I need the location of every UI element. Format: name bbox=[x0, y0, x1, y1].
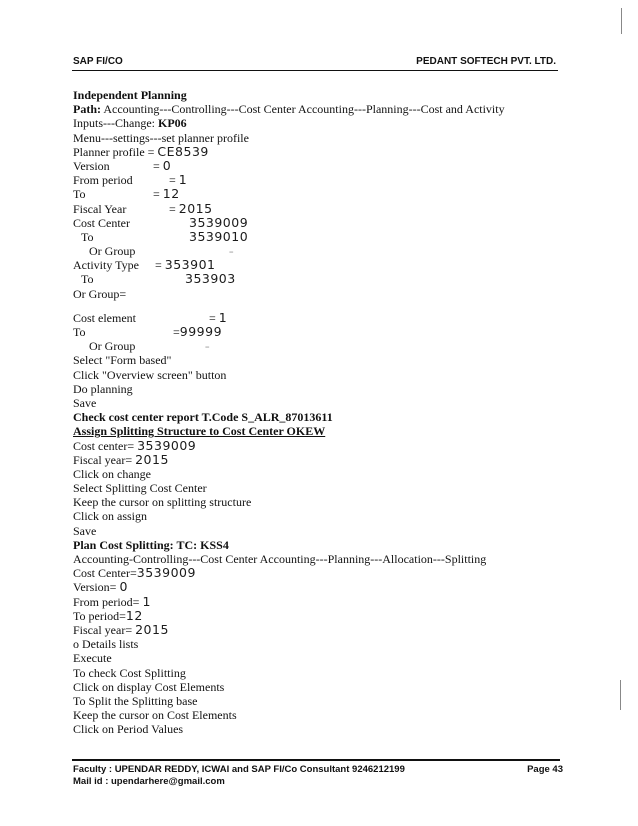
fiscal-year-value: 2015 bbox=[178, 200, 213, 216]
assign-fiscal-year-label: Fiscal year= bbox=[73, 452, 133, 467]
step-line: Select "Form based" bbox=[73, 353, 172, 368]
section-title-plan-cost-splitting: Plan Cost Splitting: TC: KSS4 bbox=[73, 537, 229, 552]
section-title-check-report: Check cost center report T.Code S_ALR_87013611 bbox=[73, 410, 333, 425]
assign-cost-center-line bbox=[73, 439, 563, 453]
step-line: Click on Period Values bbox=[73, 722, 184, 737]
activity-type-line: Activity Type = 353901 bbox=[73, 257, 216, 273]
step-line: Keep the cursor on Cost Elements bbox=[73, 708, 237, 723]
or-group-value: = bbox=[229, 248, 234, 258]
step-line: Save bbox=[73, 523, 97, 538]
cost-element-to-label: To bbox=[73, 325, 86, 339]
spacer bbox=[73, 301, 563, 311]
step-line: Click on change bbox=[73, 466, 151, 481]
step-line: Click "Overview screen" button bbox=[73, 367, 227, 382]
from-period-value: 1 bbox=[178, 172, 188, 188]
section-title-assign-splitting: Assign Splitting Structure to Cost Center OKEW bbox=[73, 424, 326, 439]
split-version-line bbox=[73, 580, 563, 594]
assign-fiscal-year-value: 2015 bbox=[135, 451, 169, 467]
split-fiscal-year-value: 2015 bbox=[135, 621, 169, 637]
cost-center-to-value: 3539010 bbox=[189, 228, 249, 244]
split-to-period-value: 12 bbox=[125, 607, 143, 623]
path-line bbox=[73, 102, 563, 116]
footer-divider bbox=[72, 759, 560, 761]
from-period-label: From period bbox=[73, 173, 133, 188]
version-label: Version bbox=[73, 158, 110, 173]
step-line: To Split the Splitting base bbox=[73, 693, 198, 708]
inputs-line bbox=[73, 116, 563, 130]
split-version-label: Version= bbox=[73, 580, 117, 595]
activity-type-label: Activity Type bbox=[73, 258, 139, 273]
cost-element-or-group-line bbox=[73, 339, 563, 353]
menu-line: Menu---settings---set planner profile bbox=[73, 130, 249, 145]
activity-type-to-value: 353903 bbox=[185, 271, 236, 287]
split-to-period-label: To period= bbox=[73, 608, 126, 623]
or-group-line bbox=[73, 244, 563, 258]
split-cost-center-label: Cost Center= bbox=[73, 566, 137, 581]
planner-profile-label: Planner profile = bbox=[73, 144, 155, 159]
step-line: Do planning bbox=[73, 381, 133, 396]
cost-element-to-line: To =99999 bbox=[73, 324, 223, 339]
path-text: Accounting---Controlling---Cost Center Accounting---Planning---Cost and Activity bbox=[101, 102, 505, 117]
scan-edge-mark bbox=[620, 680, 621, 710]
fiscal-year-label: Fiscal Year bbox=[73, 201, 127, 216]
path-label: Path: bbox=[73, 102, 101, 117]
cost-element-to-value: 99999 bbox=[179, 324, 223, 339]
inputs-code: KP06 bbox=[157, 116, 187, 131]
step-line: Save bbox=[73, 395, 97, 410]
activity-type-to-label: To bbox=[81, 272, 94, 287]
split-fiscal-year-label: Fiscal year= bbox=[73, 622, 133, 637]
split-cost-center-line bbox=[73, 566, 563, 580]
footer-faculty: Faculty : UPENDAR REDDY, ICWAI and SAP FI/Co Consultant 9246212199 bbox=[73, 764, 405, 775]
step-line: Select Splitting Cost Center bbox=[73, 481, 207, 496]
to-period-line: To = 12 bbox=[73, 186, 180, 202]
cost-element-line: Cost element = 1 bbox=[73, 309, 228, 325]
assign-fiscal-year-line bbox=[73, 453, 563, 467]
cost-element-or-group-label: Or Group bbox=[89, 339, 136, 354]
page-footer bbox=[73, 764, 563, 788]
cost-center-label: Cost Center bbox=[73, 215, 130, 230]
split-cost-center-value: 3539009 bbox=[136, 565, 196, 581]
version-line: Version = 0 bbox=[73, 157, 172, 173]
to-period-label: To bbox=[73, 187, 86, 202]
split-from-period-value: 1 bbox=[142, 593, 151, 609]
split-to-period-line bbox=[73, 609, 563, 623]
cost-center-line bbox=[73, 216, 563, 230]
page-content bbox=[73, 88, 563, 736]
header-left-title: SAP FI/CO bbox=[73, 56, 123, 67]
step-line: Keep the cursor on splitting structure bbox=[73, 495, 252, 510]
step-line: o Details lists bbox=[73, 637, 139, 652]
or-group-label: Or Group bbox=[89, 244, 136, 259]
header-right-company: PEDANT SOFTECH PVT. LTD. bbox=[416, 56, 556, 67]
planner-profile-line bbox=[73, 145, 563, 159]
split-from-period-line bbox=[73, 595, 563, 609]
cost-element-value: 1 bbox=[218, 309, 228, 325]
to-period-value: 12 bbox=[162, 186, 180, 202]
assign-cost-center-value: 3539009 bbox=[137, 437, 197, 453]
activity-type-value: 353901 bbox=[164, 257, 216, 273]
cost-center-value: 3539009 bbox=[189, 214, 249, 230]
version-value: 0 bbox=[162, 157, 172, 173]
split-version-value: 0 bbox=[119, 579, 128, 595]
split-from-period-label: From period= bbox=[73, 594, 140, 609]
cost-center-to-line bbox=[73, 230, 563, 244]
from-period-line: From period = 1 bbox=[73, 172, 188, 188]
assign-cost-center-label: Cost center= bbox=[73, 438, 135, 453]
scan-edge-mark bbox=[621, 8, 622, 34]
splitting-path-line: Accounting-Controlling---Cost Center Accounting---Planning---Allocation---Splitting bbox=[73, 552, 487, 566]
header-divider bbox=[72, 70, 558, 71]
fiscal-year-line: Fiscal Year = 2015 bbox=[73, 200, 213, 216]
step-line: Click on assign bbox=[73, 509, 147, 524]
cost-center-to-label: To bbox=[81, 229, 94, 244]
planner-profile-value: CE8539 bbox=[157, 143, 209, 159]
cost-element-label: Cost element bbox=[73, 310, 136, 325]
or-group-2-line: Or Group= bbox=[73, 286, 127, 301]
step-line: Click on display Cost Elements bbox=[73, 679, 225, 694]
footer-page-number: Page 43 bbox=[527, 764, 563, 775]
section-title-independent-planning: Independent Planning bbox=[73, 88, 187, 102]
split-fiscal-year-line bbox=[73, 623, 563, 637]
cost-element-or-group-value: = bbox=[205, 343, 210, 353]
activity-type-to-line bbox=[73, 272, 563, 286]
step-line: To check Cost Splitting bbox=[73, 665, 186, 680]
footer-mail: Mail id : upendarhere@gmail.com bbox=[73, 776, 225, 787]
inputs-label: Inputs---Change: bbox=[73, 116, 158, 131]
step-line: Execute bbox=[73, 651, 112, 666]
